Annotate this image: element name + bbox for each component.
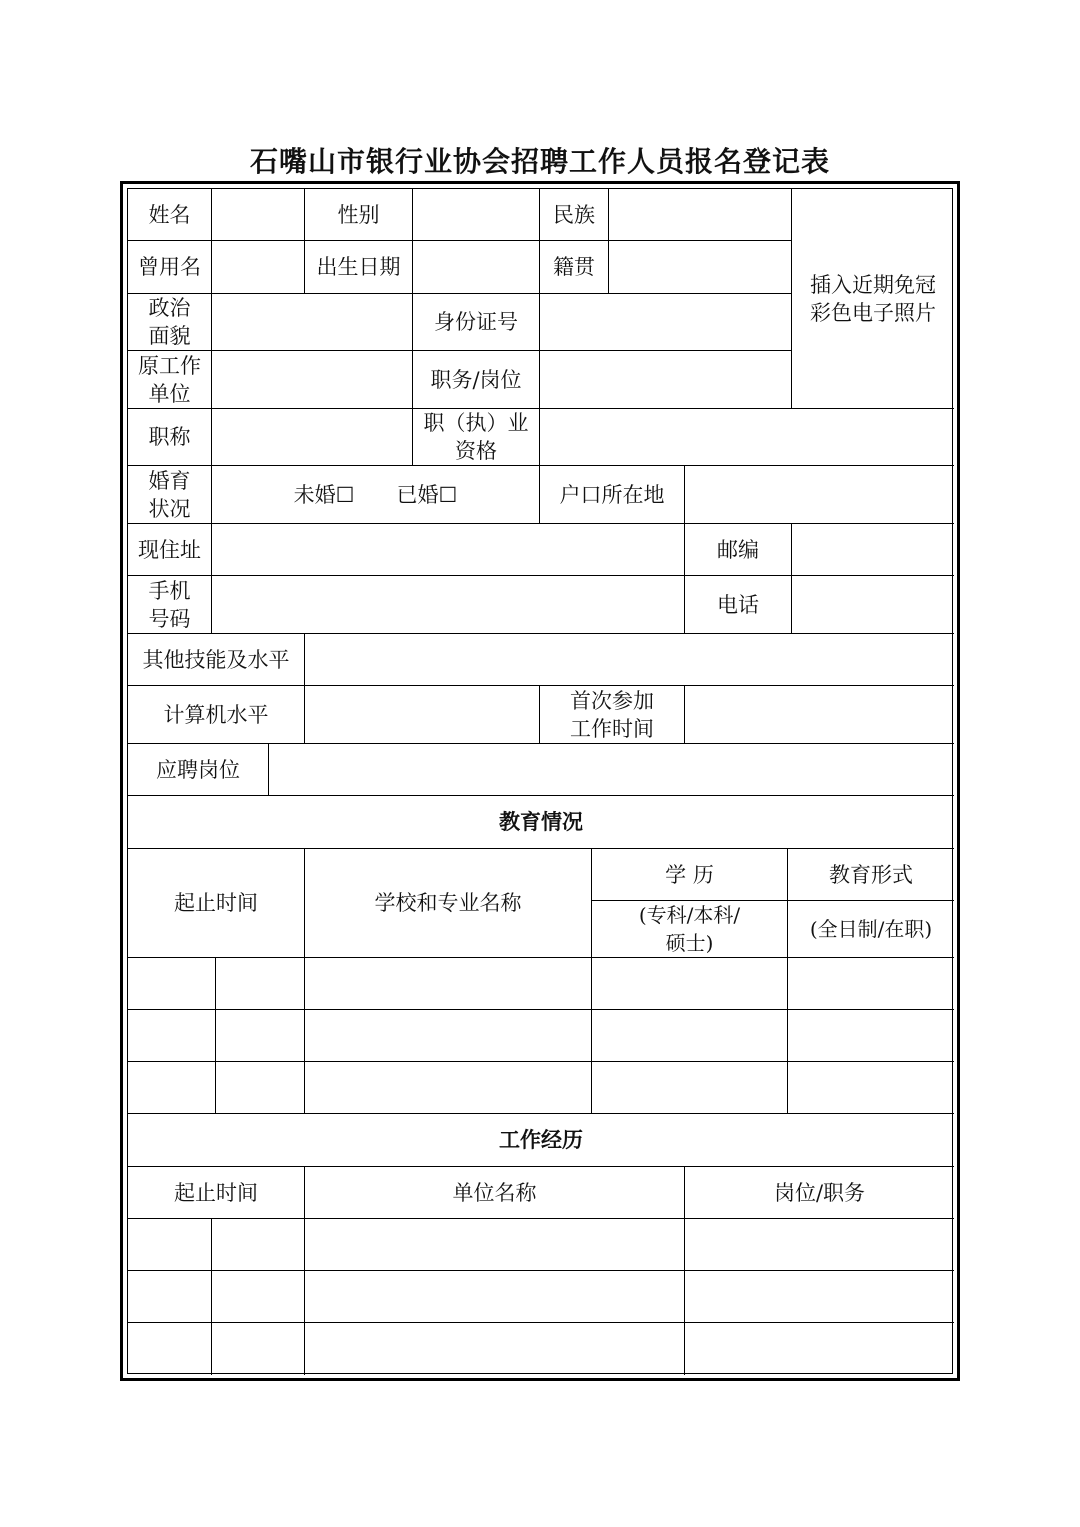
ethnicity-label: 民族	[540, 189, 609, 241]
work-row-1-position[interactable]	[685, 1219, 954, 1271]
applied-position-field[interactable]	[269, 744, 954, 796]
position-label: 职务/岗位	[413, 351, 540, 409]
edu-period-header: 起止时间	[128, 849, 305, 958]
edu-mode-header: 教育形式	[788, 849, 954, 901]
work-row-2-position[interactable]	[685, 1271, 954, 1323]
edu-row-1-degree[interactable]	[592, 958, 788, 1010]
hukou-field[interactable]	[685, 466, 954, 524]
computer-level-field[interactable]	[305, 686, 540, 744]
birth-date-label: 出生日期	[305, 241, 413, 294]
qualification-field[interactable]	[540, 409, 954, 466]
first-work-time-label: 首次参加工作时间	[540, 686, 685, 744]
phone-label: 电话	[685, 576, 792, 634]
edu-degree-subheader: (专科/本科/硕士)	[592, 901, 788, 958]
photo-placeholder[interactable]: 插入近期免冠彩色电子照片	[792, 189, 954, 409]
birth-date-field[interactable]	[413, 241, 540, 294]
edu-row-1-mode[interactable]	[788, 958, 954, 1010]
edu-row-3-end[interactable]	[216, 1062, 305, 1114]
edu-row-3-start[interactable]	[128, 1062, 216, 1114]
political-status-field[interactable]	[212, 294, 413, 351]
name-label: 姓名	[128, 189, 212, 241]
hukou-label: 户口所在地	[540, 466, 685, 524]
work-row-1-end[interactable]	[212, 1219, 305, 1271]
ethnicity-field[interactable]	[609, 189, 792, 241]
form-table	[127, 188, 953, 1374]
gender-field[interactable]	[413, 189, 540, 241]
former-name-field[interactable]	[212, 241, 305, 294]
id-number-field[interactable]	[540, 294, 792, 351]
edu-row-2-end[interactable]	[216, 1010, 305, 1062]
address-field[interactable]	[212, 524, 685, 576]
married-checkbox[interactable]: 已婚☐	[396, 482, 458, 507]
mobile-field[interactable]	[212, 576, 685, 634]
native-place-label: 籍贯	[540, 241, 609, 294]
work-row-2-employer[interactable]	[305, 1271, 685, 1323]
work-row-3-employer[interactable]	[305, 1323, 685, 1375]
work-period-header: 起止时间	[128, 1167, 305, 1219]
postcode-field[interactable]	[792, 524, 954, 576]
edu-mode-subheader: (全日制/在职)	[788, 901, 954, 958]
edu-row-3-school[interactable]	[305, 1062, 592, 1114]
qualification-label: 职（执）业资格	[413, 409, 540, 466]
marital-options	[212, 466, 540, 524]
work-row-1-employer[interactable]	[305, 1219, 685, 1271]
edu-row-2-school[interactable]	[305, 1010, 592, 1062]
unmarried-checkbox[interactable]: 未婚☐	[293, 482, 355, 507]
work-position-header: 岗位/职务	[685, 1167, 954, 1219]
position-field[interactable]	[540, 351, 792, 409]
professional-title-field[interactable]	[212, 409, 413, 466]
work-section-title: 工作经历	[128, 1114, 954, 1167]
edu-row-1-school[interactable]	[305, 958, 592, 1010]
other-skills-label: 其他技能及水平	[128, 634, 305, 686]
work-row-3-end[interactable]	[212, 1323, 305, 1375]
first-work-time-field[interactable]	[685, 686, 954, 744]
native-place-field[interactable]	[609, 241, 792, 294]
marital-status-label: 婚育状况	[128, 466, 212, 524]
registration-form	[120, 181, 960, 1381]
work-row-2-end[interactable]	[212, 1271, 305, 1323]
id-number-label: 身份证号	[413, 294, 540, 351]
education-section-title: 教育情况	[128, 796, 954, 849]
work-row-1-start[interactable]	[128, 1219, 212, 1271]
edu-degree-header: 学 历	[592, 849, 788, 901]
former-employer-field[interactable]	[212, 351, 413, 409]
work-row-2-start[interactable]	[128, 1271, 212, 1323]
gender-label: 性别	[305, 189, 413, 241]
edu-row-2-start[interactable]	[128, 1010, 216, 1062]
computer-level-label: 计算机水平	[128, 686, 305, 744]
phone-field[interactable]	[792, 576, 954, 634]
edu-row-3-mode[interactable]	[788, 1062, 954, 1114]
other-skills-field[interactable]	[305, 634, 954, 686]
edu-row-2-mode[interactable]	[788, 1010, 954, 1062]
edu-row-1-start[interactable]	[128, 958, 216, 1010]
postcode-label: 邮编	[685, 524, 792, 576]
work-row-3-start[interactable]	[128, 1323, 212, 1375]
former-name-label: 曾用名	[128, 241, 212, 294]
political-status-label: 政治面貌	[128, 294, 212, 351]
edu-row-3-degree[interactable]	[592, 1062, 788, 1114]
mobile-label: 手机号码	[128, 576, 212, 634]
name-field[interactable]	[212, 189, 305, 241]
address-label: 现住址	[128, 524, 212, 576]
professional-title-label: 职称	[128, 409, 212, 466]
edu-row-1-end[interactable]	[216, 958, 305, 1010]
edu-school-header: 学校和专业名称	[305, 849, 592, 958]
work-row-3-position[interactable]	[685, 1323, 954, 1375]
applied-position-label: 应聘岗位	[128, 744, 269, 796]
form-title: 石嘴山市银行业协会招聘工作人员报名登记表	[249, 145, 830, 178]
edu-row-2-degree[interactable]	[592, 1010, 788, 1062]
former-employer-label: 原工作单位	[128, 351, 212, 409]
work-employer-header: 单位名称	[305, 1167, 685, 1219]
